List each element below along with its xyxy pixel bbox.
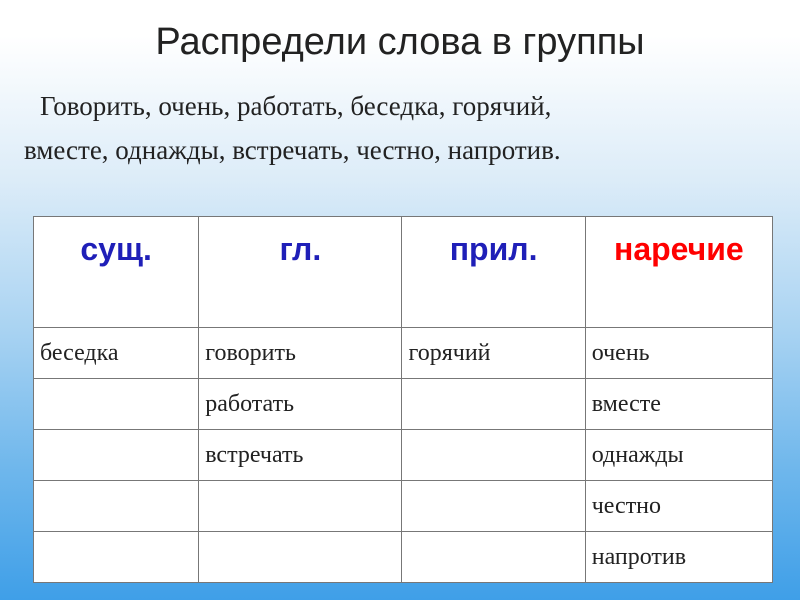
table-cell: напротив	[585, 532, 772, 583]
word-list-line-2: вместе, однажды, встречать, честно, напротив.	[24, 135, 561, 165]
slide-title: Распредели слова в группы	[155, 21, 645, 63]
table-row	[34, 430, 773, 481]
table-cell: однажды	[585, 430, 772, 481]
table-cell	[199, 532, 402, 583]
header-noun: сущ.	[34, 217, 199, 328]
table-row	[34, 532, 773, 583]
header-adverb: наречие	[585, 217, 772, 328]
table-cell: честно	[585, 481, 772, 532]
word-list	[0, 84, 800, 172]
table-cell	[402, 481, 585, 532]
table-cell	[34, 379, 199, 430]
table-cell	[34, 481, 199, 532]
table-cell: очень	[585, 328, 772, 379]
table-row	[34, 328, 773, 379]
table-cell: беседка	[34, 328, 199, 379]
header-adjective: прил.	[402, 217, 585, 328]
header-verb: гл.	[199, 217, 402, 328]
word-groups-table	[33, 216, 773, 583]
table-row	[34, 379, 773, 430]
table-cell: встречать	[199, 430, 402, 481]
table-cell	[402, 532, 585, 583]
word-list-line-1: Говорить, очень, работать, беседка, горячий,	[40, 91, 552, 121]
table-cell: вместе	[585, 379, 772, 430]
table-cell	[34, 430, 199, 481]
table-header-row	[34, 217, 773, 328]
table-cell: работать	[199, 379, 402, 430]
table-cell	[402, 379, 585, 430]
table-cell: горячий	[402, 328, 585, 379]
table-cell: говорить	[199, 328, 402, 379]
table-cell	[199, 481, 402, 532]
table-cell	[402, 430, 585, 481]
table-row	[34, 481, 773, 532]
table-cell	[34, 532, 199, 583]
